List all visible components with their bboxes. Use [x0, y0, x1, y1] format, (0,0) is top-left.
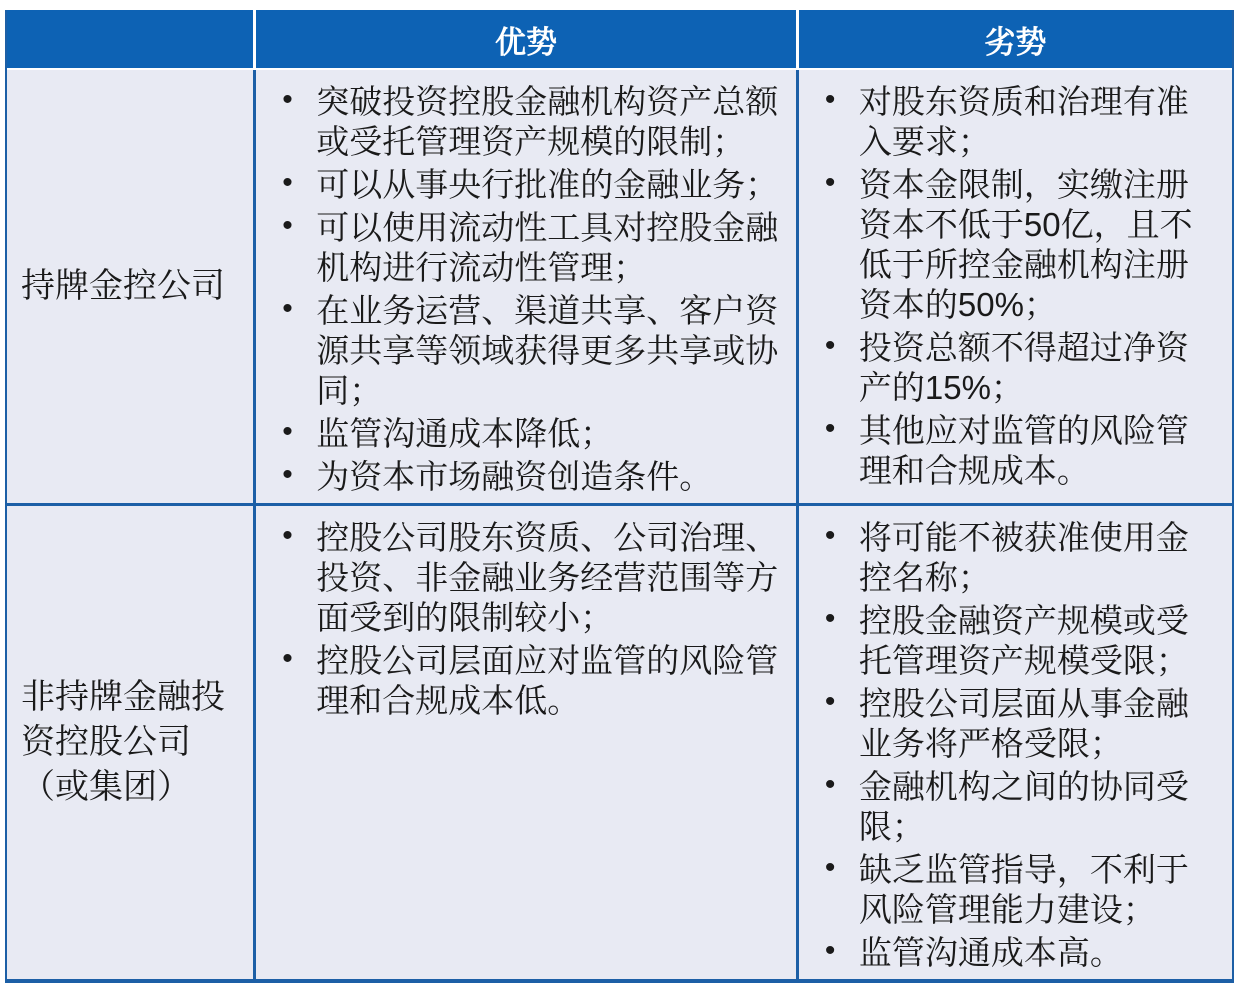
bullet-item: [256, 457, 782, 497]
bullet-item: [799, 82, 1218, 162]
licensed-advantages-cell: [256, 70, 799, 506]
bullet-item: [256, 82, 782, 162]
bullet-text: 其他应对监管的风险管理和合规成本。: [858, 412, 1189, 489]
bullet-item: [799, 601, 1218, 681]
bullet-text: 金融机构之间的协同受限；: [858, 768, 1189, 845]
table-row-nonlicensed: [7, 506, 1232, 979]
bullet-item: [799, 933, 1218, 973]
licensed-disadvantages-cell: [799, 70, 1232, 506]
bullet-item: [256, 414, 782, 454]
bullet-text: 控股公司股东资质、公司治理、投资、非金融业务经营范围等方面受到的限制较小；: [316, 519, 779, 636]
bullet-icon: •: [282, 209, 293, 242]
bullet-icon: •: [824, 83, 836, 116]
bullet-text: 突破投资控股金融机构资产总额或受托管理资产规模的限制；: [316, 83, 779, 160]
bullet-item: [256, 291, 782, 411]
nonlicensed-disadvantages-cell: [799, 506, 1232, 979]
bullet-text: 可以从事央行批准的金融业务；: [316, 166, 779, 203]
bullet-text: 将可能不被获准使用金控名称；: [858, 519, 1189, 596]
bullet-icon: •: [282, 642, 293, 675]
corner-cell: [7, 10, 256, 70]
bullet-icon: •: [282, 415, 293, 448]
bullet-item: [799, 767, 1218, 847]
bullet-list: [799, 518, 1218, 973]
bullet-icon: •: [824, 329, 836, 362]
table-row-licensed: [7, 70, 1232, 506]
bullet-text: 监管沟通成本降低；: [316, 415, 614, 452]
bullet-icon: •: [282, 458, 293, 491]
bullet-text: 控股公司层面从事金融业务将严格受限；: [858, 685, 1189, 762]
bullet-icon: •: [824, 685, 836, 718]
bullet-item: [256, 518, 782, 638]
disadvantages-header: 劣势: [799, 10, 1232, 70]
nonlicensed-advantages-cell: [256, 506, 799, 979]
bullet-item: [799, 165, 1218, 325]
bullet-icon: •: [282, 166, 293, 199]
bullet-list: [256, 518, 782, 721]
bullet-icon: •: [282, 519, 293, 552]
bullet-list: [256, 82, 782, 497]
bullet-list: [799, 82, 1218, 491]
comparison-table: [5, 10, 1234, 983]
bullet-item: [799, 518, 1218, 598]
bullet-item: [256, 165, 782, 205]
bullet-text: 控股金融资产规模或受托管理资产规模受限；: [858, 602, 1189, 679]
bullet-text: 可以使用流动性工具对控股金融机构进行流动性管理；: [316, 209, 779, 286]
bullet-item: [256, 641, 782, 721]
bullet-item: [799, 328, 1218, 408]
row-label-nonlicensed: 非持牌金融投资控股公司（或集团）: [7, 506, 256, 979]
bullet-text: 缺乏监管指导，不利于风险管理能力建设；: [858, 851, 1189, 928]
bullet-icon: •: [824, 166, 836, 199]
bullet-icon: •: [824, 519, 836, 552]
bullet-text: 资本金限制，实缴注册资本不低于50亿，且不低于所控金融机构注册资本的50%；: [858, 166, 1193, 323]
bullet-item: [256, 208, 782, 288]
header-row: [7, 10, 1232, 70]
bullet-item: [799, 684, 1218, 764]
bullet-text: 控股公司层面应对监管的风险管理和合规成本低。: [316, 642, 779, 719]
advantages-header: 优势: [256, 10, 799, 70]
bullet-icon: •: [824, 602, 836, 635]
bullet-icon: •: [282, 83, 293, 116]
bullet-text: 对股东资质和治理有准入要求；: [858, 83, 1189, 160]
row-label-licensed: 持牌金控公司: [7, 70, 256, 506]
bullet-icon: •: [824, 412, 836, 445]
bullet-text: 在业务运营、渠道共享、客户资源共享等领域获得更多共享或协同；: [316, 292, 779, 409]
bullet-item: [799, 411, 1218, 491]
bullet-text: 投资总额不得超过净资产的15%；: [858, 329, 1189, 406]
bullet-icon: •: [282, 292, 293, 325]
bullet-item: [799, 850, 1218, 930]
bullet-icon: •: [824, 768, 836, 801]
bullet-icon: •: [824, 851, 836, 884]
bullet-text: 监管沟通成本高。: [858, 934, 1123, 971]
bullet-icon: •: [824, 934, 836, 967]
bullet-text: 为资本市场融资创造条件。: [316, 458, 713, 495]
